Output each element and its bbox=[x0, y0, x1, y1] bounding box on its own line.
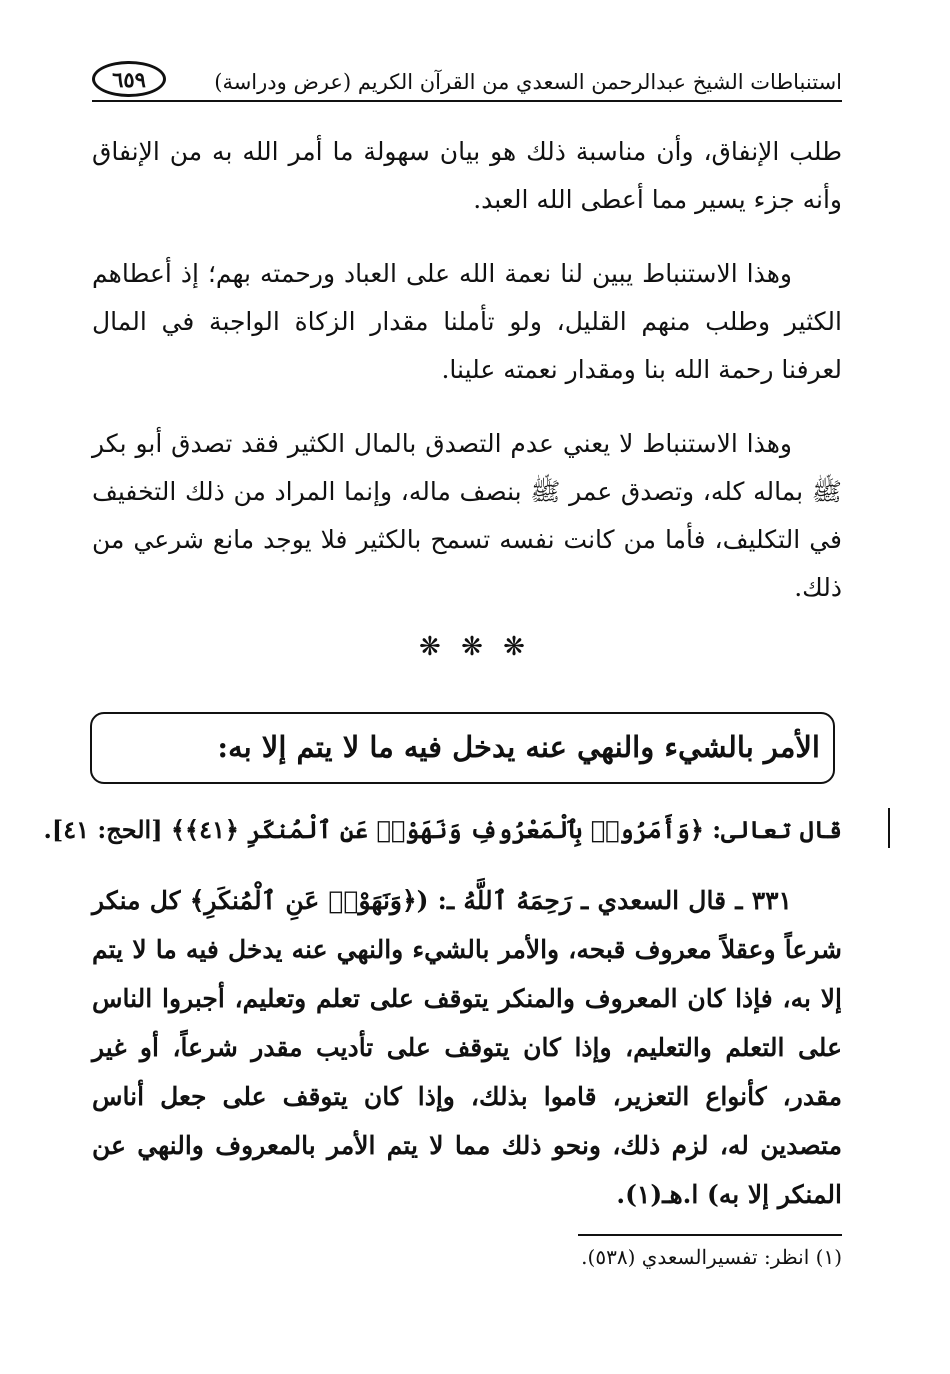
running-header-title: استنباطات الشيخ عبدالرحمن السعدي من القرآن الكريم (عرض ودراسة) bbox=[214, 70, 842, 94]
commentary-paragraph: ٣٣١ ـ قال السعدي ـ رَحِمَهُ ٱللَّهُ ـ: (﴿وَنَهَوْا۟ عَنِ ٱلْمُنكَرِ﴾ كل منكر شرعاً وعقلاً معروف قبحه، والأمر بالشيء والنهي عنه يدخل فيه ما لا يتم إلا به، فإذا كان المعروف والمنكر يتوقف على تعلم وتعليم، أجبروا الناس على التعلم والتعليم، وإذا كان يتوقف على تأديب مقدر شرعاً، أو غير مقدر، كأنواع التعزير، قاموا بذلك، وإذا كان يتوقف على جعل أناس متصدين له، لزم ذلك، ونحو ذلك مما لا يتم الأمر بالمعروف والنهي عن المنكر إلا به) ا.هـ(١). bbox=[92, 886, 842, 1209]
footnote: (١) انظر: تفسيرالسعدي (٥٣٨). bbox=[581, 1245, 842, 1269]
page-number: ٦٥٩ bbox=[112, 66, 146, 92]
header-divider bbox=[92, 100, 842, 102]
quran-verse-citation: قال تعالى: ﴿وَأَمَرُوا۟ بِٱلْمَعْرُوفِ وَنَهَوْا۟ عَنِ ٱلْمُنكَرِ ﴿٤١﴾﴾ [الحج: ٤١]. bbox=[43, 815, 842, 844]
section-heading: الأمر بالشيء والنهي عنه يدخل فيه ما لا يتم إلا به: bbox=[217, 730, 820, 764]
margin-mark bbox=[888, 808, 890, 848]
section-separator-ornament: ❋ ❋ ❋ bbox=[419, 632, 531, 662]
footnote-divider bbox=[578, 1234, 842, 1236]
paragraph-2: وهذا الاستنباط يبين لنا نعمة الله على العباد ورحمته بهم؛ إذ أعطاهم الكثير وطلب منهم القليل، ولو تأملنا مقدار الزكاة الواجبة في المال لعرفنا رحمة الله بنا ومقدار نعمته علينا. bbox=[92, 259, 842, 384]
paragraph-1: طلب الإنفاق، وأن مناسبة ذلك هو بيان سهولة ما أمر الله به من الإنفاق وأنه جزء يسير مما أعطى الله العبد. bbox=[92, 137, 842, 214]
page-number-badge bbox=[92, 61, 166, 97]
paragraph-3: وهذا الاستنباط لا يعني عدم التصدق بالمال الكثير فقد تصدق أبو بكر ﷺ بماله كله، وتصدق عمر ﷺ بنصف ماله، وإنما المراد من ذلك التخفيف في التكليف، فأما من كانت نفسه تسمح بالكثير فلا يوجد مانع شرعي من ذلك. bbox=[92, 429, 842, 602]
